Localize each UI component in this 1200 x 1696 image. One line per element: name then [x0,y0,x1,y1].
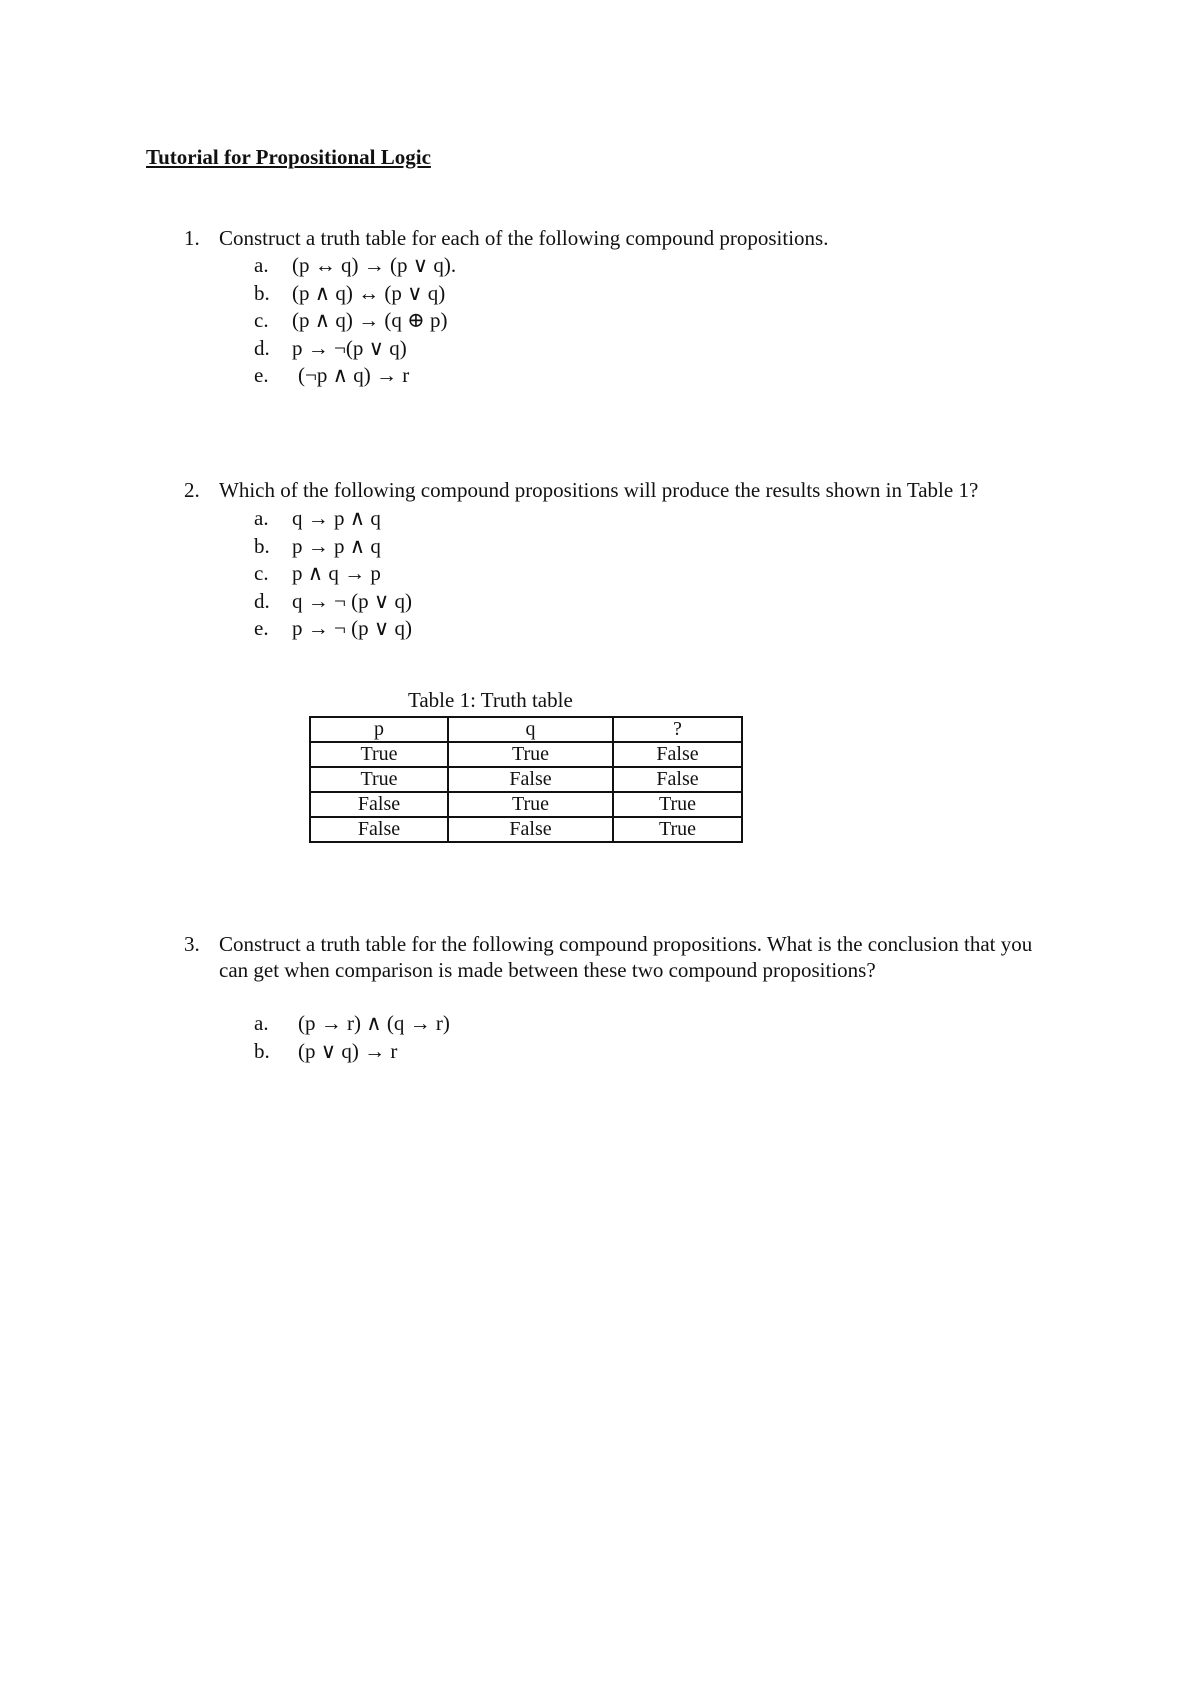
option-label: a. [254,1011,269,1035]
table-row [310,792,742,817]
option-label: b. [254,533,270,558]
table-cell: False [613,767,742,792]
table-row [310,767,742,792]
option-label: e. [254,363,269,387]
table-header-cell: ? [613,717,742,742]
option-expression: q → p ∧ q [292,506,381,530]
option-expression: (p → r) ∧ (q → r) [298,1011,450,1035]
table-cell: False [613,742,742,767]
table-cell: True [613,792,742,817]
table-cell: False [310,817,448,842]
question-text: Which of the following compound propositions will produce the results shown in Table 1? [219,478,979,502]
table-header-cell: q [448,717,613,742]
question-number: 1. [184,226,200,250]
option-expression: p ∧ q → p [292,561,381,585]
table-cell: True [448,792,613,817]
option-label: c. [254,561,269,585]
option-expression: (p ∧ q) ↔ (p ∨ q) [292,280,446,305]
option-label: d. [254,335,270,360]
option-expression: (p ↔ q) → (p ∨ q). [292,253,457,277]
question-number: 3. [184,932,200,956]
option-expression: (p ∨ q) → r [298,1038,398,1063]
option-expression: (p ∧ q) → (q ⊕ p) [292,308,448,332]
question-text: Construct a truth table for the following compound propositions. What is the conclusion that you can get when comparison is made between these two compound propositions? [219,932,1033,982]
table-caption: Table 1: Truth table [408,688,573,712]
question-2 [184,477,1064,503]
question-1 [184,225,1064,251]
option-expression: p → ¬ (p ∨ q) [292,616,412,640]
table-cell: False [448,767,613,792]
table-row [310,817,742,842]
option-label: a. [254,253,269,277]
option-expression: (¬p ∧ q) → r [298,363,410,387]
question-number: 2. [184,478,200,502]
table-cell: False [448,817,613,842]
table-cell: True [310,767,448,792]
table-header-cell: p [310,717,448,742]
option-expression: q → ¬ (p ∨ q) [292,588,412,613]
question-3 [184,931,1064,983]
table-cell: True [448,742,613,767]
option-label: d. [254,588,270,613]
table-header-row [310,717,742,742]
table-row [310,742,742,767]
option-label: b. [254,1038,270,1063]
option-label: b. [254,280,270,305]
table-cell: True [310,742,448,767]
table-cell: True [613,817,742,842]
option-expression: p → p ∧ q [292,533,381,558]
question-text: Construct a truth table for each of the following compound propositions. [219,226,829,250]
option-label: a. [254,506,269,530]
option-expression: p → ¬(p ∨ q) [292,335,407,360]
page-title: Tutorial for Propositional Logic [146,145,431,169]
table-cell: False [310,792,448,817]
option-label: c. [254,308,269,332]
option-label: e. [254,616,269,640]
truth-table [309,716,743,843]
